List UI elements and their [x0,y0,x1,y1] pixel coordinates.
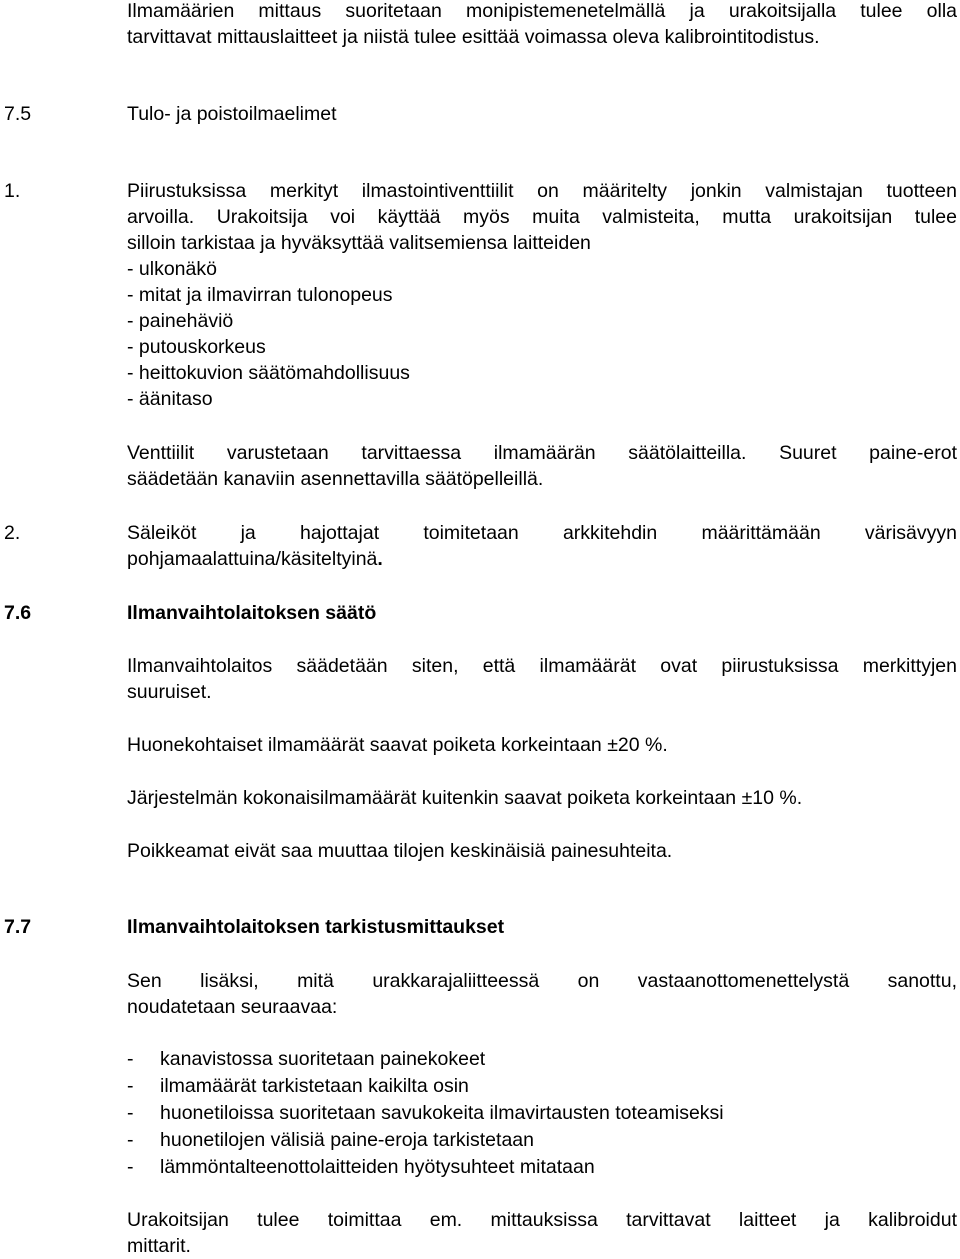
item-1-list-item: - mitat ja ilmavirran tulonopeus [127,284,393,306]
item-1-valve-paragraph [127,440,957,492]
section-7-6-title: Ilmanvaihtolaitoksen säätö [127,602,377,624]
list-item-text: ilmamäärät tarkistetaan kaikilta osin [160,1075,469,1097]
section-7-7-intro-line-1: Sen lisäksi, mitä urakkarajaliitteessä on vastaanottomenettelystä sanottu, [127,970,957,992]
section-7-5-title: Tulo- ja poistoilmaelimet [127,103,337,125]
list-item [127,1100,724,1127]
list-dash: - [127,1075,134,1097]
item-1-paragraph [127,178,957,412]
section-7-7-intro [127,968,957,1020]
list-item [127,1046,485,1073]
item-2-number: 2. [4,522,21,544]
item-1-list-item: - painehäviö [127,310,234,332]
item-1-valve-line-2: säädetään kanaviin asennettavilla säätöpelleillä. [127,468,544,490]
list-item [127,1127,534,1154]
list-dash: - [127,1129,134,1151]
section-7-7-outro-line-1: Urakoitsijan tulee toimittaa em. mittauksissa tarvittavat laitteet ja kalibroidut [127,1209,957,1231]
item-1-line-1: Piirustuksissa merkityt ilmastointiventtiilit on määritelty jonkin valmistajan tuotteen [127,180,957,202]
section-7-6-paragraph-1 [127,653,957,705]
list-dash: - [127,1102,134,1124]
list-item-text: huonetiloissa suoritetaan savukokeita ilmavirtausten toteamiseksi [160,1102,724,1124]
intro-paragraph [127,0,957,50]
item-1-list-item: - heittokuvion säätömahdollisuus [127,362,410,384]
section-7-6-number: 7.6 [4,602,32,624]
list-item-text: huonetilojen välisiä paine-eroja tarkistetaan [160,1129,534,1151]
intro-line-1: Ilmamäärien mittaus suoritetaan monipistemenetelmällä ja urakoitsijalla tulee olla [127,0,957,22]
list-dash: - [127,1048,134,1070]
section-7-6-paragraph-3: Järjestelmän kokonaisilmamäärät kuitenkin saavat poiketa korkeintaan ±10 %. [127,787,803,809]
item-1-number: 1. [4,180,21,202]
list-dash: - [127,1156,134,1178]
section-7-7-outro-line-2: mittarit. [127,1235,191,1257]
section-7-7-title: Ilmanvaihtolaitoksen tarkistusmittaukset [127,916,505,938]
list-item [127,1073,469,1100]
item-1-valve-line-1: Venttiilit varustetaan tarvittaessa ilmamäärän säätölaitteilla. Suuret paine-erot [127,442,957,464]
item-2-line-2-period: . [377,548,383,570]
section-7-6-paragraph-2: Huonekohtaiset ilmamäärät saavat poiketa korkeintaan ±20 %. [127,734,668,756]
item-1-list-item: - ulkonäkö [127,258,217,280]
section-7-6-p1-line-1: Ilmanvaihtolaitos säädetään siten, että ilmamäärät ovat piirustuksissa merkittyjen [127,655,957,677]
list-item [127,1154,595,1181]
item-1-list-item: - äänitaso [127,388,213,410]
section-7-7-outro [127,1207,957,1259]
item-1-list-item: - putouskorkeus [127,336,266,358]
item-1-line-3: silloin tarkistaa ja hyväksyttää valitsemiensa laitteiden [127,232,591,254]
item-2-line-2 [127,546,957,572]
section-7-5-number: 7.5 [4,103,32,125]
item-1-line-2: arvoilla. Urakoitsija voi käyttää myös muita valmisteita, mutta urakoitsijan tulee [127,206,957,228]
section-7-6-paragraph-4: Poikkeamat eivät saa muuttaa tilojen keskinäisiä painesuhteita. [127,840,673,862]
section-7-7-intro-line-2: noudatetaan seuraavaa: [127,996,338,1018]
item-2-line-1: Säleiköt ja hajottajat toimitetaan arkkitehdin määrittämään värisävyyn [127,522,957,544]
section-7-6-p1-line-2: suuruiset. [127,681,212,703]
list-item-text: kanavistossa suoritetaan painekokeet [160,1048,486,1070]
list-item-text: lämmöntalteenottolaitteiden hyötysuhteet mitataan [160,1156,595,1178]
section-7-7-number: 7.7 [4,916,32,938]
item-2-line-2-text: pohjamaalattuina/käsiteltyinä [127,548,378,570]
intro-line-2: tarvittavat mittauslaitteet ja niistä tulee esittää voimassa oleva kalibrointitodistus. [127,26,820,48]
item-2-paragraph [127,520,957,572]
